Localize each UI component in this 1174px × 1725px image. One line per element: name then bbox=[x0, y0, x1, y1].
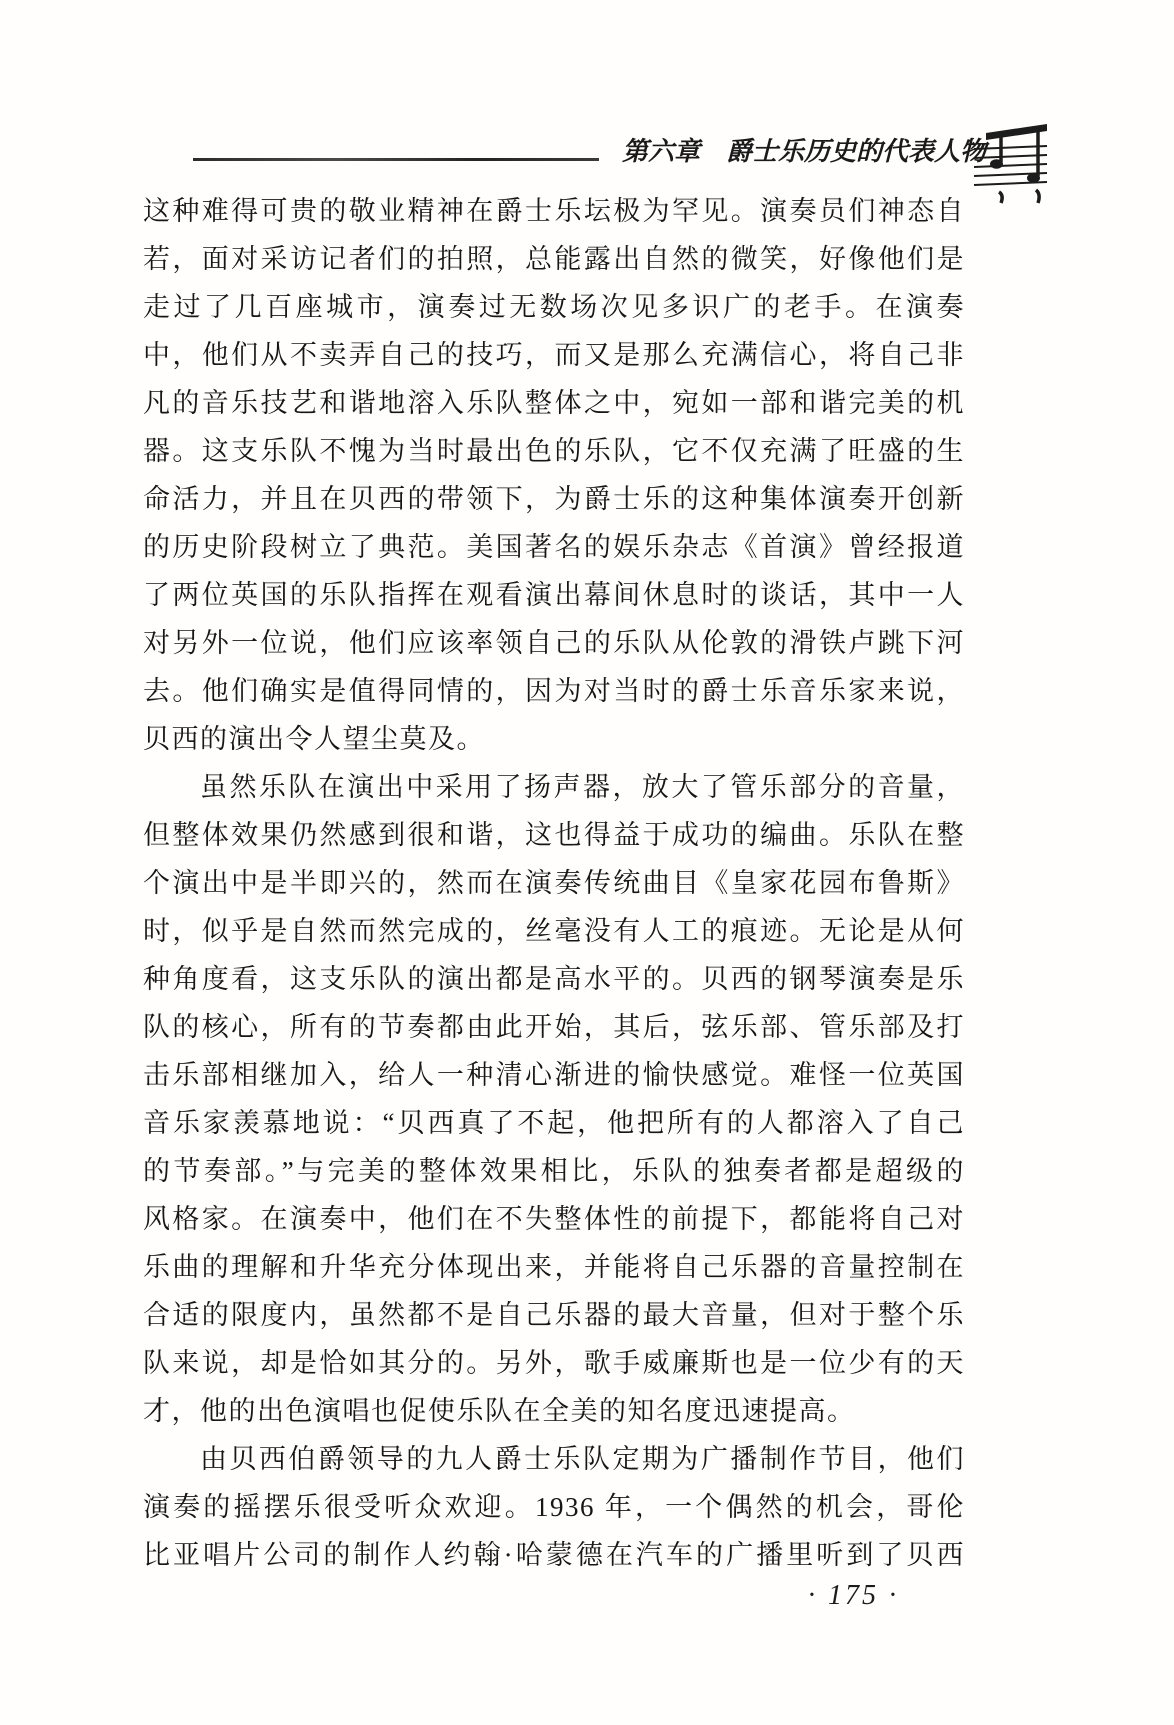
text-line: 但整体效果仍然感到很和谐，这也得益于成功的编曲。乐队在整 bbox=[143, 820, 965, 850]
text-line: 队的核心，所有的节奏都由此开始，其后，弦乐部、管乐部及打 bbox=[143, 1012, 965, 1042]
text-line: 时，似乎是自然而然完成的，丝毫没有人工的痕迹。无论是从何 bbox=[143, 916, 965, 946]
text-line: 击乐部相继加入，给人一种清心渐进的愉快感觉。难怪一位英国 bbox=[143, 1060, 965, 1090]
text-line: 演奏的摇摆乐很受听众欢迎。1936 年，一个偶然的机会，哥伦 bbox=[143, 1492, 965, 1522]
text-line: 合适的限度内，虽然都不是自己乐器的最大音量，但对于整个乐 bbox=[143, 1300, 965, 1330]
text-line: 对另外一位说，他们应该率领自己的乐队从伦敦的滑铁卢跳下河 bbox=[143, 628, 965, 658]
text-line: 命活力，并且在贝西的带领下，为爵士乐的这种集体演奏开创新 bbox=[143, 484, 965, 514]
text-line: 风格家。在演奏中，他们在不失整体性的前提下，都能将自己对 bbox=[143, 1204, 965, 1234]
text-line: 乐曲的理解和升华充分体现出来，并能将自己乐器的音量控制在 bbox=[143, 1252, 965, 1282]
text-line: 了两位英国的乐队指挥在观看演出幕间休息时的谈话，其中一人 bbox=[143, 580, 965, 610]
text-line: 才，他的出色演唱也促使乐队在全美的知名度迅速提高。 bbox=[143, 1396, 856, 1426]
header-rule bbox=[193, 158, 599, 161]
chapter-title: 第六章 爵士乐历史的代表人物 bbox=[622, 137, 987, 166]
text-line: 这种难得可贵的敬业精神在爵士乐坛极为罕见。演奏员们神态自 bbox=[143, 196, 965, 226]
text-line: 音乐家羡慕地说：“贝西真了不起，他把所有的人都溶入了自己 bbox=[143, 1108, 965, 1138]
text-line: 器。这支乐队不愧为当时最出色的乐队，它不仅充满了旺盛的生 bbox=[143, 436, 965, 466]
text-line: 去。他们确实是值得同情的，因为对当时的爵士乐音乐家来说， bbox=[143, 676, 965, 706]
text-line: 走过了几百座城市，演奏过无数场次见多识广的老手。在演奏 bbox=[143, 292, 965, 322]
music-staff-icon bbox=[970, 118, 1050, 206]
text-line: 若，面对采访记者们的拍照，总能露出自然的微笑，好像他们是 bbox=[143, 244, 965, 274]
text-line: 虽然乐队在演出中采用了扬声器，放大了管乐部分的音量， bbox=[200, 772, 965, 802]
text-line: 的历史阶段树立了典范。美国著名的娱乐杂志《首演》曾经报道 bbox=[143, 532, 965, 562]
text-line: 队来说，却是恰如其分的。另外，歌手威廉斯也是一位少有的天 bbox=[143, 1348, 965, 1378]
text-line: 个演出中是半即兴的，然而在演奏传统曲目《皇家花园布鲁斯》 bbox=[143, 868, 965, 898]
page-number: · 175 · bbox=[808, 1580, 899, 1611]
text-line: 种角度看，这支乐队的演出都是高水平的。贝西的钢琴演奏是乐 bbox=[143, 964, 965, 994]
text-line: 凡的音乐技艺和谐地溶入乐队整体之中，宛如一部和谐完美的机 bbox=[143, 388, 965, 418]
text-line: 贝西的演出令人望尘莫及。 bbox=[143, 724, 485, 754]
text-line: 中，他们从不卖弄自己的技巧，而又是那么充满信心，将自己非 bbox=[143, 340, 965, 370]
body-text bbox=[143, 187, 965, 1579]
text-line: 的节奏部。”与完美的整体效果相比，乐队的独奏者都是超级的 bbox=[143, 1156, 965, 1186]
text-line: 由贝西伯爵领导的九人爵士乐队定期为广播制作节目，他们 bbox=[200, 1444, 965, 1474]
text-line: 比亚唱片公司的制作人约翰·哈蒙德在汽车的广播里听到了贝西 bbox=[143, 1540, 965, 1570]
